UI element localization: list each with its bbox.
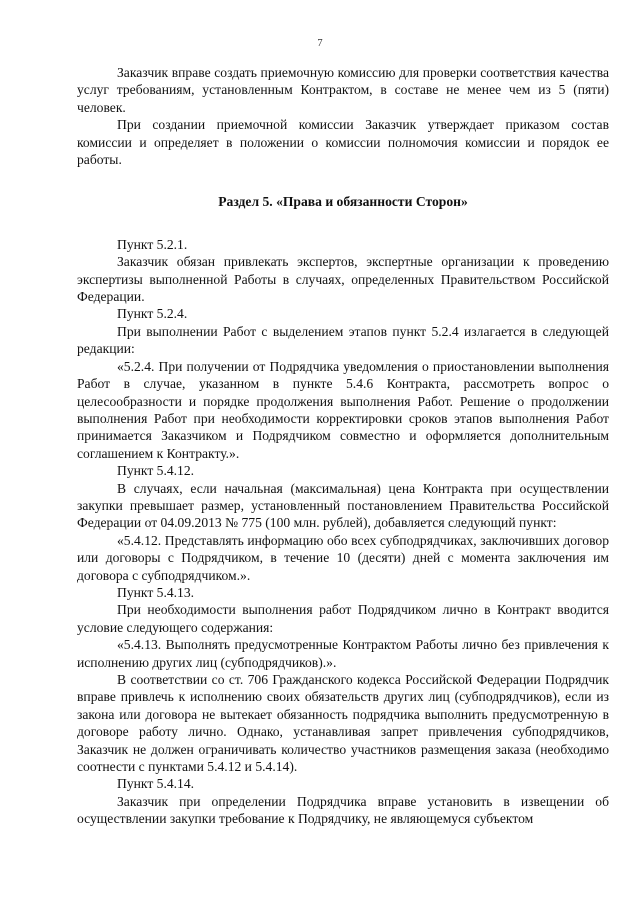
paragraph: Заказчик при определении Подрядчика вправе установить в извещении об осуществлении закупки требование к Подрядчику, не являющемуся субъектом [77,793,609,827]
paragraph: При создании приемочной комиссии Заказчик утверждает приказом состав комиссии и определяет в положении о комиссии полномочия комиссии и порядок ее работы. [77,117,609,168]
quoted-clause: «5.4.12. Представлять информацию обо всех субподрядчиках, заключивших договор или договоры с Подрядчиком, в течение 10 (десяти) дней с момента заключения им договора с субподрядчиком.». [77,532,609,583]
section-heading: Раздел 5. «Права и обязанности Сторон» [218,194,468,210]
clause-label: Пункт 5.4.13. [117,584,195,600]
clause-label: Пункт 5.2.4. [117,306,188,322]
paragraph: В соответствии со ст. 706 Гражданского кодекса Российской Федерации Подрядчик вправе привлечь к исполнению своих обязательств других лиц (субподрядчиков), если из закона или договора не вытекает обязанность подрядчика выполнить предусмотренную в договоре работу лично. Однако, устанавливая запрет привлечения субподрядчиков, Заказчик не должен ограничивать количество участников размещения заказа (необходимо соотнести с пунктами 5.4.12 и 5.4.14). [77,672,609,775]
quoted-clause: «5.2.4. При получении от Подрядчика уведомления о приостановлении выполнения Работ в случае, указанном в пункте 5.4.6 Контракта, рассмотреть вопрос о целесообразности и порядке продолжения выполнения Работ. Решение о продолжении выполнения Работ при необходимости корректировки сроков этапов выполнения Работ принимается Заказчиком и Подрядчиком совместно и оформляется дополнительным соглашением к Контракту.». [77,358,609,461]
paragraph: Заказчик обязан привлекать экспертов, экспертные организации к проведению экспертизы выполненной Работы в случаях, определенных Правительством Российской Федерации. [77,254,609,305]
paragraph: При выполнении Работ с выделением этапов пункт 5.2.4 излагается в следующей редакции: [77,323,609,357]
paragraph: Заказчик вправе создать приемочную комиссию для проверки соответствия качества услуг требованиям, установленным Контрактом, в составе не менее чем из 5 (пяти) человек. [77,65,609,115]
clause-label: Пункт 5.2.1. [117,236,188,252]
clause-label: Пункт 5.4.14. [117,776,195,792]
page-number: 7 [317,38,323,49]
document-body [77,64,609,828]
paragraph: В случаях, если начальная (максимальная) цена Контракта при осуществлении закупки превышает размер, установленный постановлением Правительства Российской Федерации от 04.09.2013 № 775 (100 млн. рублей), добавляется следующий пункт: [77,480,609,531]
paragraph: При необходимости выполнения работ Подрядчиком лично в Контракт вводится условие следующего содержания: [77,602,609,635]
clause-label: Пункт 5.4.12. [117,463,195,479]
quoted-clause: «5.4.13. Выполнять предусмотренные Контрактом Работы лично без привлечения к исполнению других лиц (субподрядчиков).». [77,637,609,670]
